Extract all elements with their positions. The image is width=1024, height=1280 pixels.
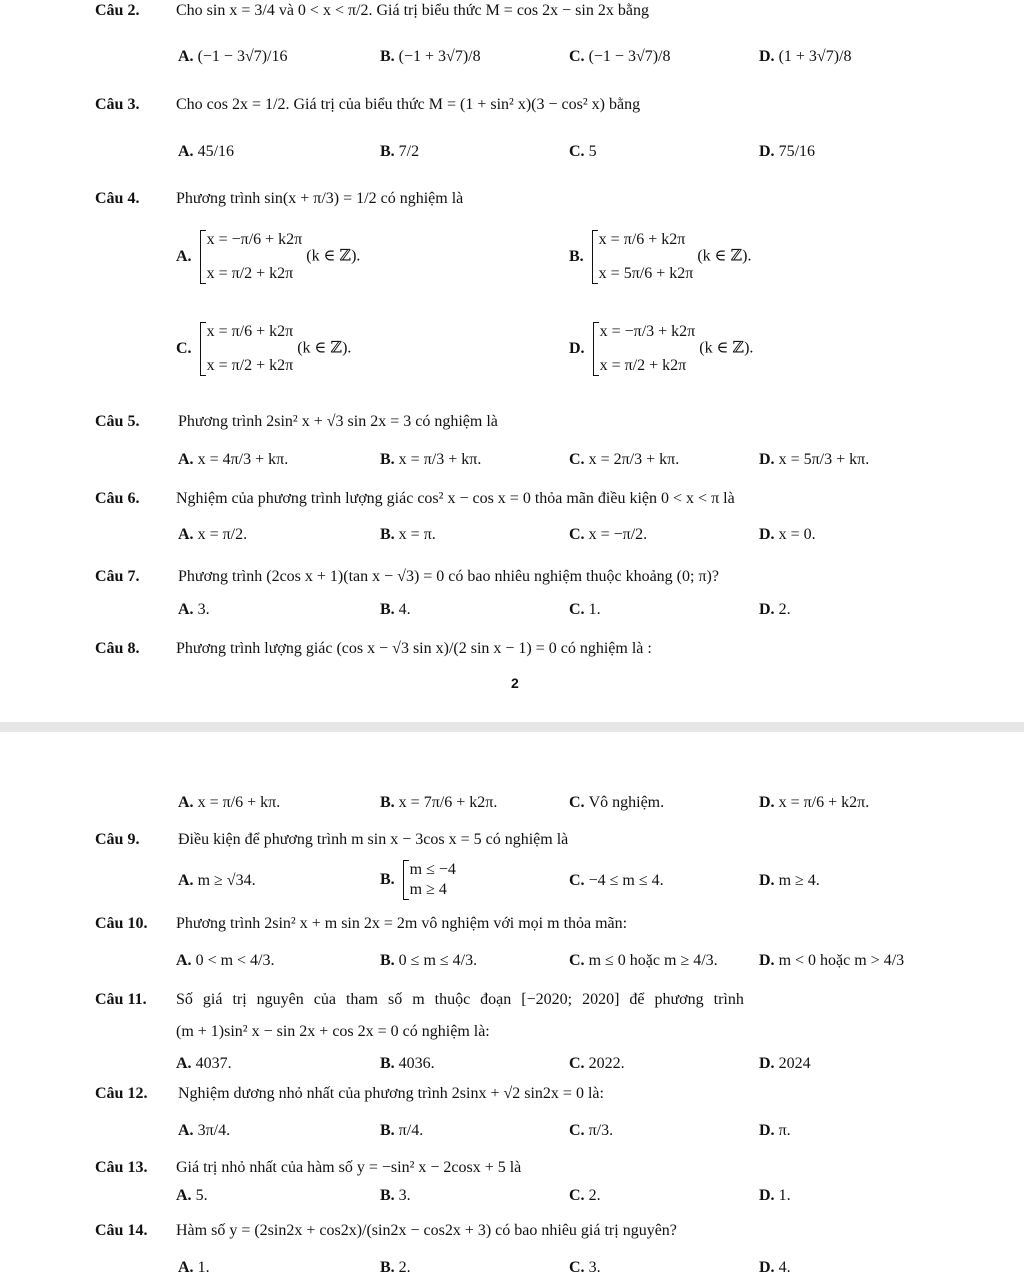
option-letter: D. (759, 451, 775, 468)
q6-option-d[interactable] (759, 526, 816, 544)
option-letter: A. (178, 526, 194, 543)
q10-option-a[interactable] (176, 952, 275, 970)
option-letter: C. (569, 143, 585, 160)
q14-option-c[interactable] (569, 1259, 601, 1277)
q11-option-d[interactable] (759, 1055, 811, 1073)
q4-option-d-line2: x = π/2 + k2π (599, 357, 687, 374)
q10-option-b[interactable] (380, 952, 477, 970)
option-letter: D. (759, 872, 775, 889)
question-14-stem: Hàm số y = (2sin2x + cos2x)/(sin2x − cos2x + 3) có bao nhiêu giá trị nguyên? (176, 1222, 677, 1239)
option-letter: C. (176, 339, 192, 357)
q2-option-b-text: (−1 + 3√7)/8 (398, 48, 481, 65)
q3-option-b-text: 7/2 (398, 143, 420, 160)
option-letter: A. (178, 872, 194, 889)
q2-option-a[interactable] (178, 48, 288, 66)
q2-option-b[interactable] (380, 48, 481, 66)
q2-option-d-text: (1 + 3√7)/8 (778, 48, 852, 65)
q10-option-b-text: 0 ≤ m ≤ 4/3. (398, 952, 478, 969)
question-7-label: Câu 7. (95, 568, 140, 585)
q4-option-a[interactable] (176, 230, 360, 284)
question-11-stem-line1: Số giá trị nguyên của tham số m thuộc đoạn [−2020; 2020] để phương trình (176, 991, 744, 1008)
question-5-label: Câu 5. (95, 413, 140, 430)
question-2-stem: Cho sin x = 3/4 và 0 < x < π/2. Giá trị biểu thức M = cos 2x − sin 2x bằng (176, 2, 649, 19)
q4-option-a-system (200, 230, 303, 284)
q14-option-c-text: 3. (588, 1259, 601, 1276)
q2-option-a-text: (−1 − 3√7)/16 (197, 48, 288, 65)
option-letter: B. (380, 794, 395, 811)
option-letter: D. (759, 952, 775, 969)
q14-option-a[interactable] (178, 1259, 210, 1277)
option-letter: B. (569, 247, 584, 265)
option-letter: C. (569, 1122, 585, 1139)
q14-option-b-text: 2. (398, 1259, 411, 1276)
q8-option-a[interactable] (178, 794, 280, 812)
option-letter: C. (569, 952, 585, 969)
q9-option-b-system (403, 860, 456, 900)
q8-option-c-text: Vô nghiệm. (588, 794, 665, 811)
option-letter: D. (759, 1259, 775, 1276)
q5-option-d-text: x = 5π/3 + kπ. (778, 451, 870, 468)
q5-option-b[interactable] (380, 451, 481, 469)
option-letter: C. (569, 1187, 585, 1204)
option-letter: B. (380, 1187, 395, 1204)
q10-option-a-text: 0 < m < 4/3. (195, 952, 275, 969)
q5-option-c-text: x = 2π/3 + kπ. (588, 451, 680, 468)
q4-option-a-line1: x = −π/6 + k2π (206, 231, 303, 248)
q8-option-c[interactable] (569, 794, 664, 812)
q4-option-b[interactable] (569, 230, 752, 284)
q4-option-a-line2: x = π/2 + k2π (206, 265, 294, 282)
option-letter: A. (176, 952, 192, 969)
question-14-label: Câu 14. (95, 1222, 148, 1239)
q6-option-d-text: x = 0. (778, 526, 816, 543)
q9-option-a[interactable] (178, 872, 256, 890)
option-letter: A. (178, 601, 194, 618)
q8-option-a-text: x = π/6 + kπ. (197, 794, 281, 811)
q12-option-a[interactable] (178, 1122, 230, 1140)
option-letter: A. (178, 1259, 194, 1276)
q12-option-a-text: 3π/4. (197, 1122, 231, 1139)
question-9-stem: Điều kiện để phương trình m sin x − 3cos x = 5 có nghiệm là (178, 831, 569, 848)
option-letter: C. (569, 526, 585, 543)
q13-option-c[interactable] (569, 1187, 601, 1205)
q7-option-a-text: 3. (197, 601, 210, 618)
q10-option-d[interactable] (759, 952, 904, 970)
q11-option-a-text: 4037. (195, 1055, 232, 1072)
q5-option-b-text: x = π/3 + kπ. (398, 451, 482, 468)
q12-option-b[interactable] (380, 1122, 423, 1140)
option-letter: D. (759, 48, 775, 65)
q13-option-d[interactable] (759, 1187, 791, 1205)
q4-option-c-line2: x = π/2 + k2π (206, 357, 294, 374)
question-13-label: Câu 13. (95, 1159, 148, 1176)
option-letter: A. (178, 794, 194, 811)
q6-option-c-text: x = −π/2. (588, 526, 648, 543)
q4-option-d[interactable] (569, 322, 753, 376)
q7-option-d-text: 2. (778, 601, 791, 618)
q11-option-a[interactable] (176, 1055, 232, 1073)
q7-option-c-text: 1. (588, 601, 601, 618)
question-10-stem: Phương trình 2sin² x + m sin 2x = 2m vô nghiệm với mọi m thỏa mãn: (176, 915, 628, 932)
q3-option-a[interactable] (178, 143, 234, 161)
option-letter: D. (759, 601, 775, 618)
q7-option-b-text: 4. (398, 601, 411, 618)
option-letter: A. (178, 143, 194, 160)
q12-option-b-text: π/4. (398, 1122, 424, 1139)
q10-option-d-text: m < 0 hoặc m > 4/3 (778, 952, 905, 969)
q14-option-d[interactable] (759, 1259, 791, 1277)
q14-option-b[interactable] (380, 1259, 411, 1277)
option-letter: B. (380, 526, 395, 543)
q3-option-c-text: 5 (588, 143, 597, 160)
page-number: 2 (511, 675, 519, 691)
q11-option-b[interactable] (380, 1055, 435, 1073)
q3-option-b[interactable] (380, 143, 419, 161)
q5-option-a-text: x = 4π/3 + kπ. (197, 451, 289, 468)
option-letter: C. (569, 601, 585, 618)
q13-option-a[interactable] (176, 1187, 208, 1205)
option-letter: A. (178, 1122, 194, 1139)
question-11-label: Câu 11. (95, 991, 147, 1008)
option-letter: D. (759, 1122, 775, 1139)
option-letter: A. (178, 451, 194, 468)
q2-option-c-text: (−1 − 3√7)/8 (588, 48, 671, 65)
option-letter: B. (380, 601, 395, 618)
option-letter: D. (759, 794, 775, 811)
question-9-label: Câu 9. (95, 831, 140, 848)
q7-option-d[interactable] (759, 601, 791, 619)
q9-option-c-text: −4 ≤ m ≤ 4. (588, 872, 664, 889)
q12-option-c[interactable] (569, 1122, 613, 1140)
q12-option-c-text: π/3. (588, 1122, 614, 1139)
q13-option-a-text: 5. (195, 1187, 208, 1204)
q7-option-c[interactable] (569, 601, 601, 619)
question-13-stem: Giá trị nhỏ nhất của hàm số y = −sin² x − 2cosx + 5 là (176, 1159, 522, 1176)
q6-option-b-text: x = π. (398, 526, 436, 543)
q4-option-b-line1: x = π/6 + k2π (598, 231, 686, 248)
q4-option-d-cond: (k ∈ ℤ). (699, 339, 754, 357)
q11-option-d-text: 2024 (778, 1055, 811, 1072)
option-letter: B. (380, 143, 395, 160)
q13-option-d-text: 1. (778, 1187, 791, 1204)
q6-option-c[interactable] (569, 526, 647, 544)
q5-option-c[interactable] (569, 451, 679, 469)
q4-option-b-line2: x = 5π/6 + k2π (598, 265, 694, 282)
q12-option-d-text: π. (778, 1122, 791, 1139)
q9-option-d[interactable] (759, 872, 820, 890)
q4-option-a-cond: (k ∈ ℤ). (306, 247, 361, 265)
q13-option-b-text: 3. (398, 1187, 411, 1204)
q4-option-c-cond: (k ∈ ℤ). (297, 339, 352, 357)
question-5-stem: Phương trình 2sin² x + √3 sin 2x = 3 có nghiệm là (178, 413, 498, 430)
option-letter: B. (380, 48, 395, 65)
question-8-label: Câu 8. (95, 640, 140, 657)
q11-option-b-text: 4036. (398, 1055, 435, 1072)
q5-option-a[interactable] (178, 451, 288, 469)
option-letter: B. (380, 451, 395, 468)
option-letter: B. (380, 1259, 395, 1276)
q6-option-a[interactable] (178, 526, 247, 544)
option-letter: D. (569, 339, 585, 357)
q8-option-b-text: x = 7π/6 + k2π. (398, 794, 498, 811)
option-letter: A. (176, 247, 192, 265)
q13-option-b[interactable] (380, 1187, 411, 1205)
q9-option-c[interactable] (569, 872, 664, 890)
q13-option-c-text: 2. (588, 1187, 601, 1204)
q3-option-a-text: 45/16 (197, 143, 235, 160)
question-11-stem-line2: (m + 1)sin² x − sin 2x + cos 2x = 0 có nghiệm là: (176, 1023, 490, 1040)
q3-option-c[interactable] (569, 143, 597, 161)
option-letter: D. (759, 526, 775, 543)
q7-option-a[interactable] (178, 601, 210, 619)
question-4-stem: Phương trình sin(x + π/3) = 1/2 có nghiệm là (176, 190, 464, 207)
option-letter: A. (178, 48, 194, 65)
q11-option-c[interactable] (569, 1055, 625, 1073)
option-letter: A. (176, 1055, 192, 1072)
option-letter: C. (569, 451, 585, 468)
question-8-stem: Phương trình lượng giác (cos x − √3 sin x)/(2 sin x − 1) = 0 có nghiệm là : (176, 640, 652, 657)
q6-option-a-text: x = π/2. (197, 526, 248, 543)
q14-option-a-text: 1. (197, 1259, 210, 1276)
page-divider (0, 722, 1024, 732)
option-letter: A. (176, 1187, 192, 1204)
option-letter: D. (759, 143, 775, 160)
q9-option-b-line2: m ≥ 4 (409, 881, 447, 898)
q8-option-d[interactable] (759, 794, 869, 812)
q9-option-b[interactable] (380, 860, 456, 900)
option-letter: D. (759, 1055, 775, 1072)
option-letter: D. (759, 1187, 775, 1204)
q14-option-d-text: 4. (778, 1259, 791, 1276)
q3-option-d-text: 75/16 (778, 143, 816, 160)
q8-option-b[interactable] (380, 794, 497, 812)
question-12-stem: Nghiệm dương nhỏ nhất của phương trình 2sinx + √2 sin2x = 0 là: (178, 1085, 604, 1102)
option-letter: B. (380, 870, 395, 888)
option-letter: C. (569, 794, 585, 811)
q10-option-c[interactable] (569, 952, 718, 970)
q3-option-d[interactable] (759, 143, 815, 161)
question-7-stem: Phương trình (2cos x + 1)(tan x − √3) = 0 có bao nhiêu nghiệm thuộc khoảng (0; π)? (178, 568, 719, 585)
q2-option-c[interactable] (569, 48, 671, 66)
option-letter: B. (380, 952, 395, 969)
q4-option-c-system (200, 322, 294, 376)
option-letter: B. (380, 1055, 395, 1072)
q4-option-c[interactable] (176, 322, 351, 376)
q10-option-c-text: m ≤ 0 hoặc m ≥ 4/3. (588, 952, 718, 969)
q4-option-b-cond: (k ∈ ℤ). (697, 247, 752, 265)
question-3-label: Câu 3. (95, 96, 140, 113)
option-letter: C. (569, 872, 585, 889)
q11-option-c-text: 2022. (588, 1055, 625, 1072)
q4-option-c-line1: x = π/6 + k2π (206, 323, 294, 340)
q2-option-d[interactable] (759, 48, 851, 66)
q9-option-a-text: m ≥ √34. (197, 872, 256, 889)
q4-option-d-line1: x = −π/3 + k2π (599, 323, 696, 340)
question-6-stem: Nghiệm của phương trình lượng giác cos² x − cos x = 0 thỏa mãn điều kiện 0 < x < π là (176, 490, 735, 507)
option-letter: C. (569, 1055, 585, 1072)
option-letter: C. (569, 48, 585, 65)
q6-option-b[interactable] (380, 526, 436, 544)
question-10-label: Câu 10. (95, 915, 148, 932)
q4-option-b-system (592, 230, 694, 284)
option-letter: C. (569, 1259, 585, 1276)
q5-option-d[interactable] (759, 451, 869, 469)
q8-option-d-text: x = π/6 + k2π. (778, 794, 870, 811)
option-letter: B. (380, 1122, 395, 1139)
q4-option-d-system (593, 322, 696, 376)
q7-option-b[interactable] (380, 601, 411, 619)
question-3-stem: Cho cos 2x = 1/2. Giá trị của biểu thức M = (1 + sin² x)(3 − cos² x) bằng (176, 96, 641, 113)
question-6-label: Câu 6. (95, 490, 140, 507)
q12-option-d[interactable] (759, 1122, 791, 1140)
q9-option-d-text: m ≥ 4. (778, 872, 820, 889)
question-4-label: Câu 4. (95, 190, 140, 207)
q9-option-b-line1: m ≤ −4 (409, 861, 456, 878)
question-2-label: Câu 2. (95, 2, 140, 19)
question-12-label: Câu 12. (95, 1085, 148, 1102)
